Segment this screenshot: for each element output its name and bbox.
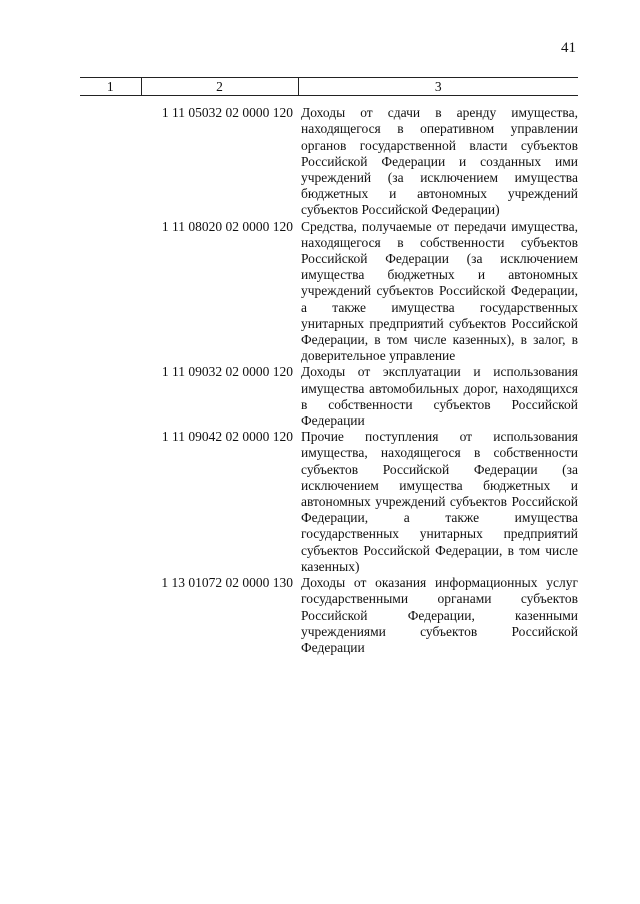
row-col1-cell — [80, 575, 141, 656]
revenue-description: Средства, получаемые от передачи имущества, находящегося в собственности субъектов Российской Федерации (за исключением имущества бюджетных и автономных учреждений субъектов Российской Федерации, а также имущества государственных унитарных предприятий субъектов Российской Федерации, в том числе казенных), в залог, в доверительное управление — [301, 218, 578, 364]
row-col1-cell — [80, 429, 141, 575]
table-row — [80, 219, 578, 365]
page-number: 41 — [561, 40, 576, 56]
header-col-1: 1 — [80, 78, 141, 96]
revenue-description: Прочие поступления от использования имущества, находящегося в собственности субъектов Российской Федерации (за исключением имущества бюджетных и автономных учреждений субъектов Российской Федерации, а также имущества государственных унитарных предприятий субъектов Российской Федерации, в том числе казенных) — [301, 429, 578, 574]
table-row — [80, 429, 578, 575]
row-col1-cell — [80, 96, 141, 219]
revenue-code: 1 11 09042 02 0000 120 — [161, 429, 293, 445]
revenue-description: Доходы от эксплуатации и использования имущества автомобильных дорог, находящихся в собственности субъектов Российской Федерации — [301, 364, 578, 429]
row-col1-cell — [80, 219, 141, 365]
header-col-2: 2 — [141, 78, 298, 96]
header-row — [80, 78, 578, 96]
row-col1-cell — [80, 364, 141, 429]
revenue-codes-table — [80, 77, 578, 656]
header-col-3: 3 — [298, 78, 578, 96]
revenue-code: 1 11 08020 02 0000 120 — [161, 218, 293, 234]
table-row — [80, 96, 578, 219]
revenue-code: 1 11 05032 02 0000 120 — [161, 105, 293, 121]
table-body — [80, 96, 578, 656]
revenue-description: Доходы от оказания информационных услуг государственными органами субъектов Российской Федерации, казенными учреждениями субъектов Российской Федерации — [301, 575, 578, 655]
table-row — [80, 364, 578, 429]
revenue-code: 1 11 09032 02 0000 120 — [161, 364, 293, 380]
table-header — [80, 78, 578, 96]
table-row — [80, 575, 578, 656]
revenue-description: Доходы от сдачи в аренду имущества, находящегося в оперативном управлении органов государственной власти субъектов Российской Федерации и созданных ими учреждений (за исключением имущества бюджетных и автономных учреждений субъектов Российской Федерации) — [301, 105, 578, 218]
revenue-code: 1 13 01072 02 0000 130 — [161, 575, 293, 591]
